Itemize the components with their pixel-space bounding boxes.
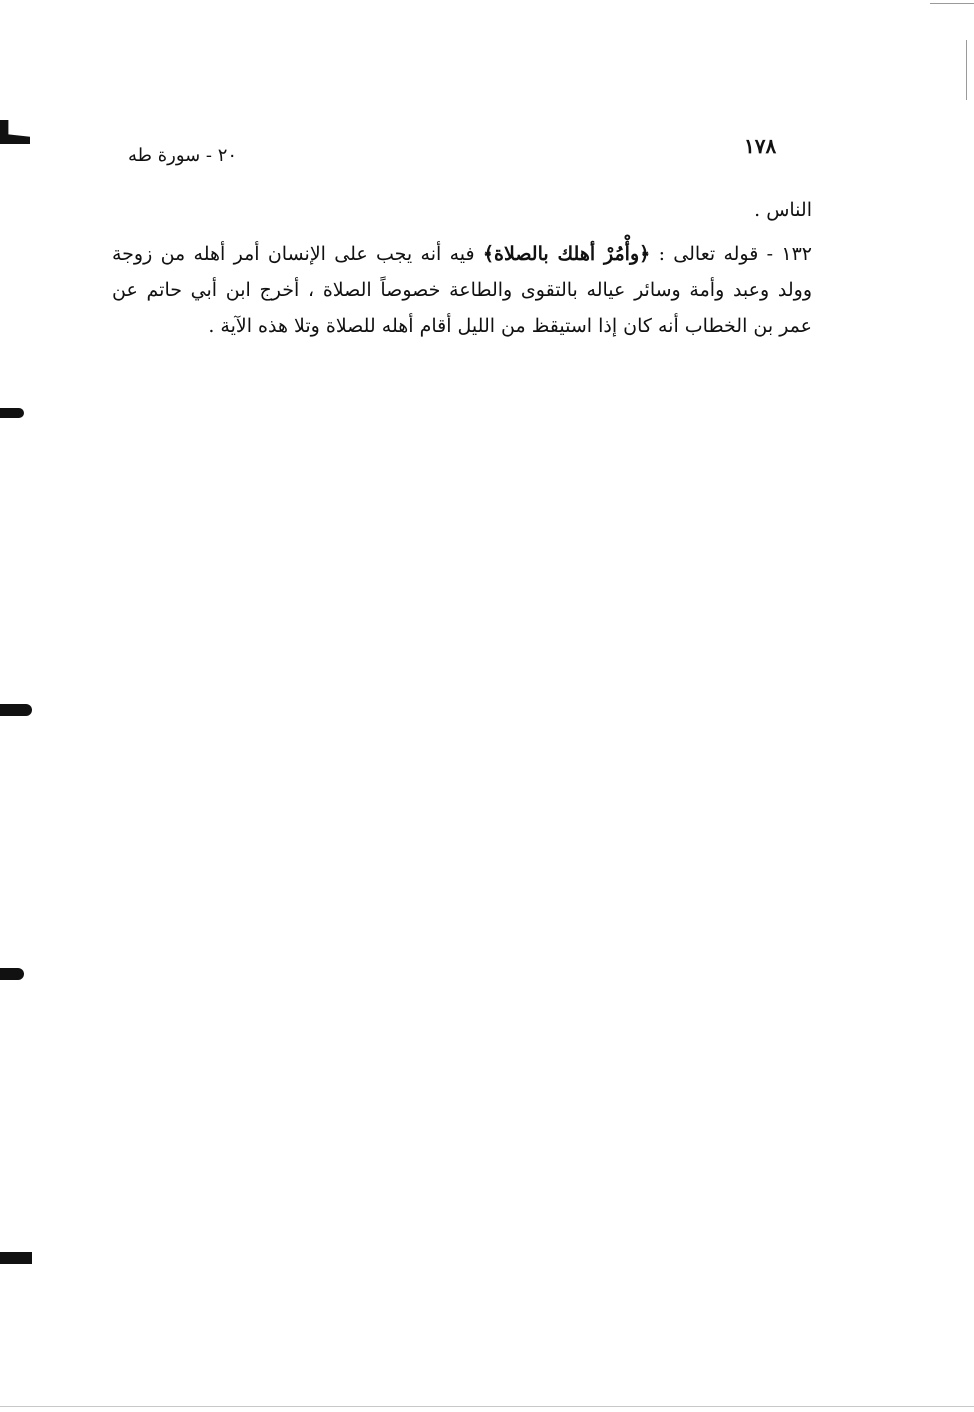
scan-edge-top (930, 3, 974, 4)
scan-mark-3 (0, 704, 32, 716)
entry-paragraph (112, 236, 812, 344)
running-header: ٢٠ - سورة طه (128, 145, 238, 166)
verse-quote: ﴿وأْمُرْ أهلك بالصلاة﴾ (482, 243, 651, 265)
body-text (112, 192, 812, 344)
scan-mark-2 (0, 408, 24, 418)
scan-edge-bottom (0, 1406, 974, 1407)
scan-mark-5 (0, 1252, 32, 1264)
scan-edge-right (966, 40, 967, 100)
entry-body: فيه أنه يجب على الإنسان أمر أهله من زوجة وولد وعبد وأمة وسائر عياله بالتقوى والطاعة خصوصاً الصلاة ، أخرج ابن أبي حاتم عن عمر بن الخطاب أنه كان إذا استيقظ من الليل أقام أهله للصلاة وتلا هذه الآية . (112, 243, 812, 337)
entry-intro: ١٣٢ - قوله تعالى : (650, 243, 812, 265)
scan-mark-4 (0, 968, 24, 980)
carryover-line: الناس . (754, 199, 812, 221)
page-number: ١٧٨ (744, 134, 777, 158)
scan-mark-1 (0, 120, 30, 144)
